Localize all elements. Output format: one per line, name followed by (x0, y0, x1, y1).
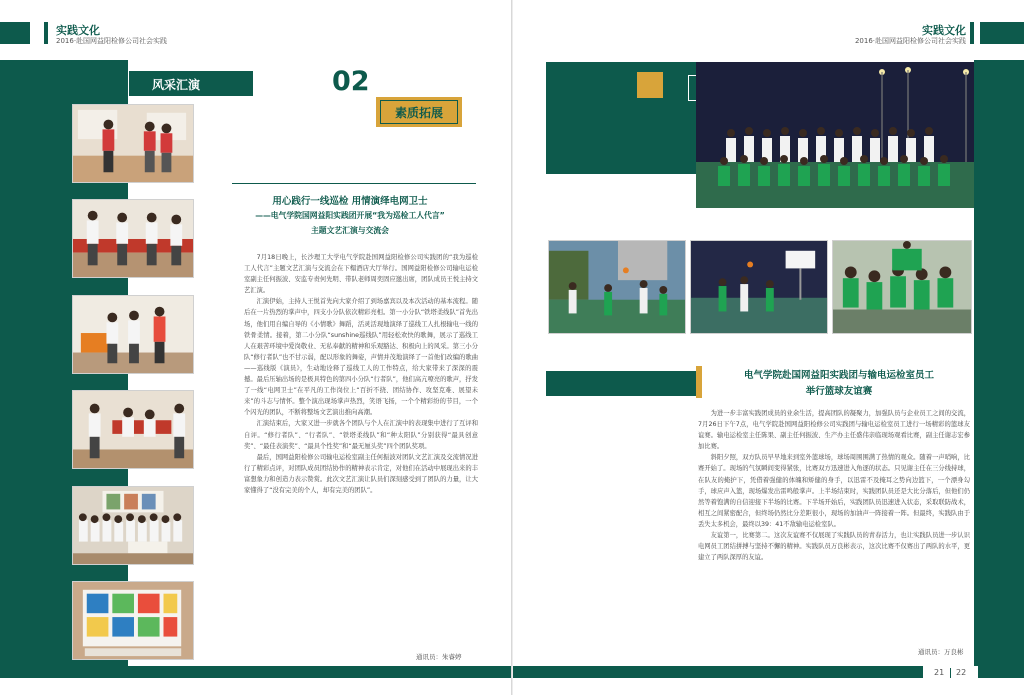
photo-group (72, 486, 194, 565)
header-left-title: 实践文化 (56, 24, 100, 37)
left-paragraph-2: 汇演伊始，主持人王悦首先向大家介绍了到场嘉宾以及本次活动的基本流程。随后在一片热烈的掌声中，四支小分队依次精彩亮相。第一小分队“铁塔柔线队”首先出场，他们用自编自导的《小情歌》舞蹈，活灵活现地演绎了巡线工人扎根输电一线的铁骨柔情。接着，第二小分队“sunshine巡线队”用轻松欢快的歌舞，展示了巡线工人在艰苦环境中爱岗敬业、无私奉献的精神和乐观豁达、积极向上的风采。第三小分队“修行者队”也不甘示弱，配以形象的舞姿，声情并茂地演绎了一首他们改编的歌曲——巡线版《演员》，生动地诠释了巡线工人的工作特点，给大家带来了深深的震撼。最后压轴出场的是极具特色的第四小分队“行者队”，他们高亢嘹亮的歌声，抒发了一线“电网卫士”在平凡的工作岗位上“百折不挠、团结协作、攻坚克难、展望未来”的斗志与情怀。整个演出现场掌声热烈，笑语飞扬，一个个精彩纷的节目，一个个闪光的团队，不断将整场文艺演出推向高潮。 (244, 298, 478, 417)
photo-basketball-team (696, 62, 974, 208)
right-article-body (698, 408, 970, 563)
header-left-subtitle: 2016·赴国网益阳检修公司社会实践 (56, 37, 168, 45)
page-number-divider (950, 668, 951, 678)
header-left-accent (44, 22, 48, 44)
right-green-column (974, 60, 1024, 666)
left-paragraph-4: 最后，国网益阳检修公司输电运检室副主任何振波对团队文艺汇演及交流情况进行了精彩点评，对团队成员团结协作的精神表示肯定，对他们在活动中展现出来的丰富想象力和创造力表示赞赏。此次文艺汇演让队员们深刻感受到了团队的力量，让大家懂得了“没有完美的个人，却有完美的团队”。 (244, 453, 478, 494)
photo-basketball-action-3 (832, 240, 972, 334)
header-right-accent (970, 22, 974, 44)
photo-performance-3 (72, 295, 194, 374)
right-gold-square (637, 72, 663, 98)
photo-performance-1 (72, 104, 194, 183)
page-number-left: 21 (934, 668, 945, 677)
photo-performance-2 (72, 199, 194, 278)
right-paragraph-3: 友谊第一，比赛第二。这次友谊赛不仅展现了实践队员的青春活力，也让实践队员进一步认识电网员工团结拼搏与坚持不懈的精神。实践队员万良彬表示，这次比赛不仅赛出了两队的水平，更建立了两队深厚的友谊。 (698, 532, 970, 562)
left-article-title-3: 主题文艺汇演与交流会 (311, 226, 389, 235)
header-right-subtitle: 2016·赴国网益阳检修公司社会实践 (854, 37, 966, 45)
page-number-right: 22 (956, 668, 967, 677)
right-paragraph-2: 斜阳夕照，双方队员早早地来到室外篮球场，球场周围围满了热情的观众。随着一声哨响，比赛开始了。现场的气氛瞬间变得紧张，比赛双方迅速进入角逐的状态。只见谢主任在三分线持球，在队友的掩护下，凭借着强健的体魄和矫健的身手，以迅雷不及掩耳之势向边篮下，一个漂身勾手，球应声入篮，现场爆发出雷鸣般掌声。上半场结束时，实践团队员还是大比分落后，但他们仍然等着饱满的自信迎接下半场的比赛。下半场开始后，实践团队员迅速进入状态，采取联防战术，相互之间紧密配合，但终场仍然比分差距很小，现场的加油声一阵接着一阵。但最终，实践队由于丢失太多机会，最终以39：41不敌输电运检室队。 (698, 454, 970, 528)
left-article-title-2: ——电气学院国网益阳实践团开展“我为巡检工人代言” (255, 211, 445, 220)
photo-performance-4 (72, 390, 194, 469)
right-mid-band (546, 371, 696, 396)
photo-posters (72, 581, 194, 660)
right-article-title-2: 举行篮球友谊赛 (805, 386, 873, 397)
section-label-text: 风采汇演 (152, 78, 201, 92)
right-paragraph-1: 为进一步丰富实践团成员的业余生活，提高团队的凝聚力，加强队员与企业员工之间的交流，7月26日下午7点，电气学院赴国网益阳检修公司实践团与输电运检室员工进行一场精彩的篮球友谊赛。输电运检室主任陈果、副主任何振波、生产办主任盛伟亲临现场观看比赛，副主任谢志宏参加比赛。 (698, 410, 970, 451)
right-author: 通讯员：万良彬 (918, 648, 964, 656)
header-left-bar (0, 22, 30, 44)
right-title-accent (696, 366, 702, 398)
section-divider (232, 183, 476, 184)
left-author: 通讯员：朱睿婷 (416, 653, 462, 661)
photo-basketball-action-2 (690, 240, 828, 334)
right-article-title-1: 电气学院赴国网益阳实践团与输电运检室员工 (743, 370, 934, 381)
left-article-body (244, 252, 478, 496)
section-title-text: 素质拓展 (394, 106, 443, 120)
header-right-bar (980, 22, 1024, 44)
footer-right-bar (513, 666, 923, 678)
left-article-title-1: 用心践行一线巡检 用情演绎电网卫士 (272, 196, 428, 207)
section-number: 02 (332, 66, 370, 97)
left-paragraph-1: 7月18日晚上，长沙理工大学电气学院赴国网益阳检修公司实践团的“我为巡检工人代言”主题文艺汇演与交流会在下榻酒店大厅举行。国网益阳检修公司输电运检室副主任何振波、安监专责何先明、带队老师周奕固应邀出席，团队成员王悦主持文艺汇演。 (244, 254, 478, 295)
photo-basketball-action-1 (548, 240, 686, 334)
footer-left-bar (0, 666, 511, 678)
footer-right-end (978, 666, 1024, 678)
header-right-title: 实践文化 (922, 24, 966, 37)
right-top-band (546, 62, 696, 174)
page-spine (511, 0, 513, 695)
left-paragraph-3: 汇演结束后，大家又进一步就各个团队与个人在汇演中的表现集中进行了互评和自评。“修行者队”、“行者队”、“铁塔柔线队”和“种太阳队”分别获得“最具创意奖”、“最佳表演奖”、“最具个性奖”和“最无厘头奖”四个团队奖项。 (244, 420, 478, 450)
